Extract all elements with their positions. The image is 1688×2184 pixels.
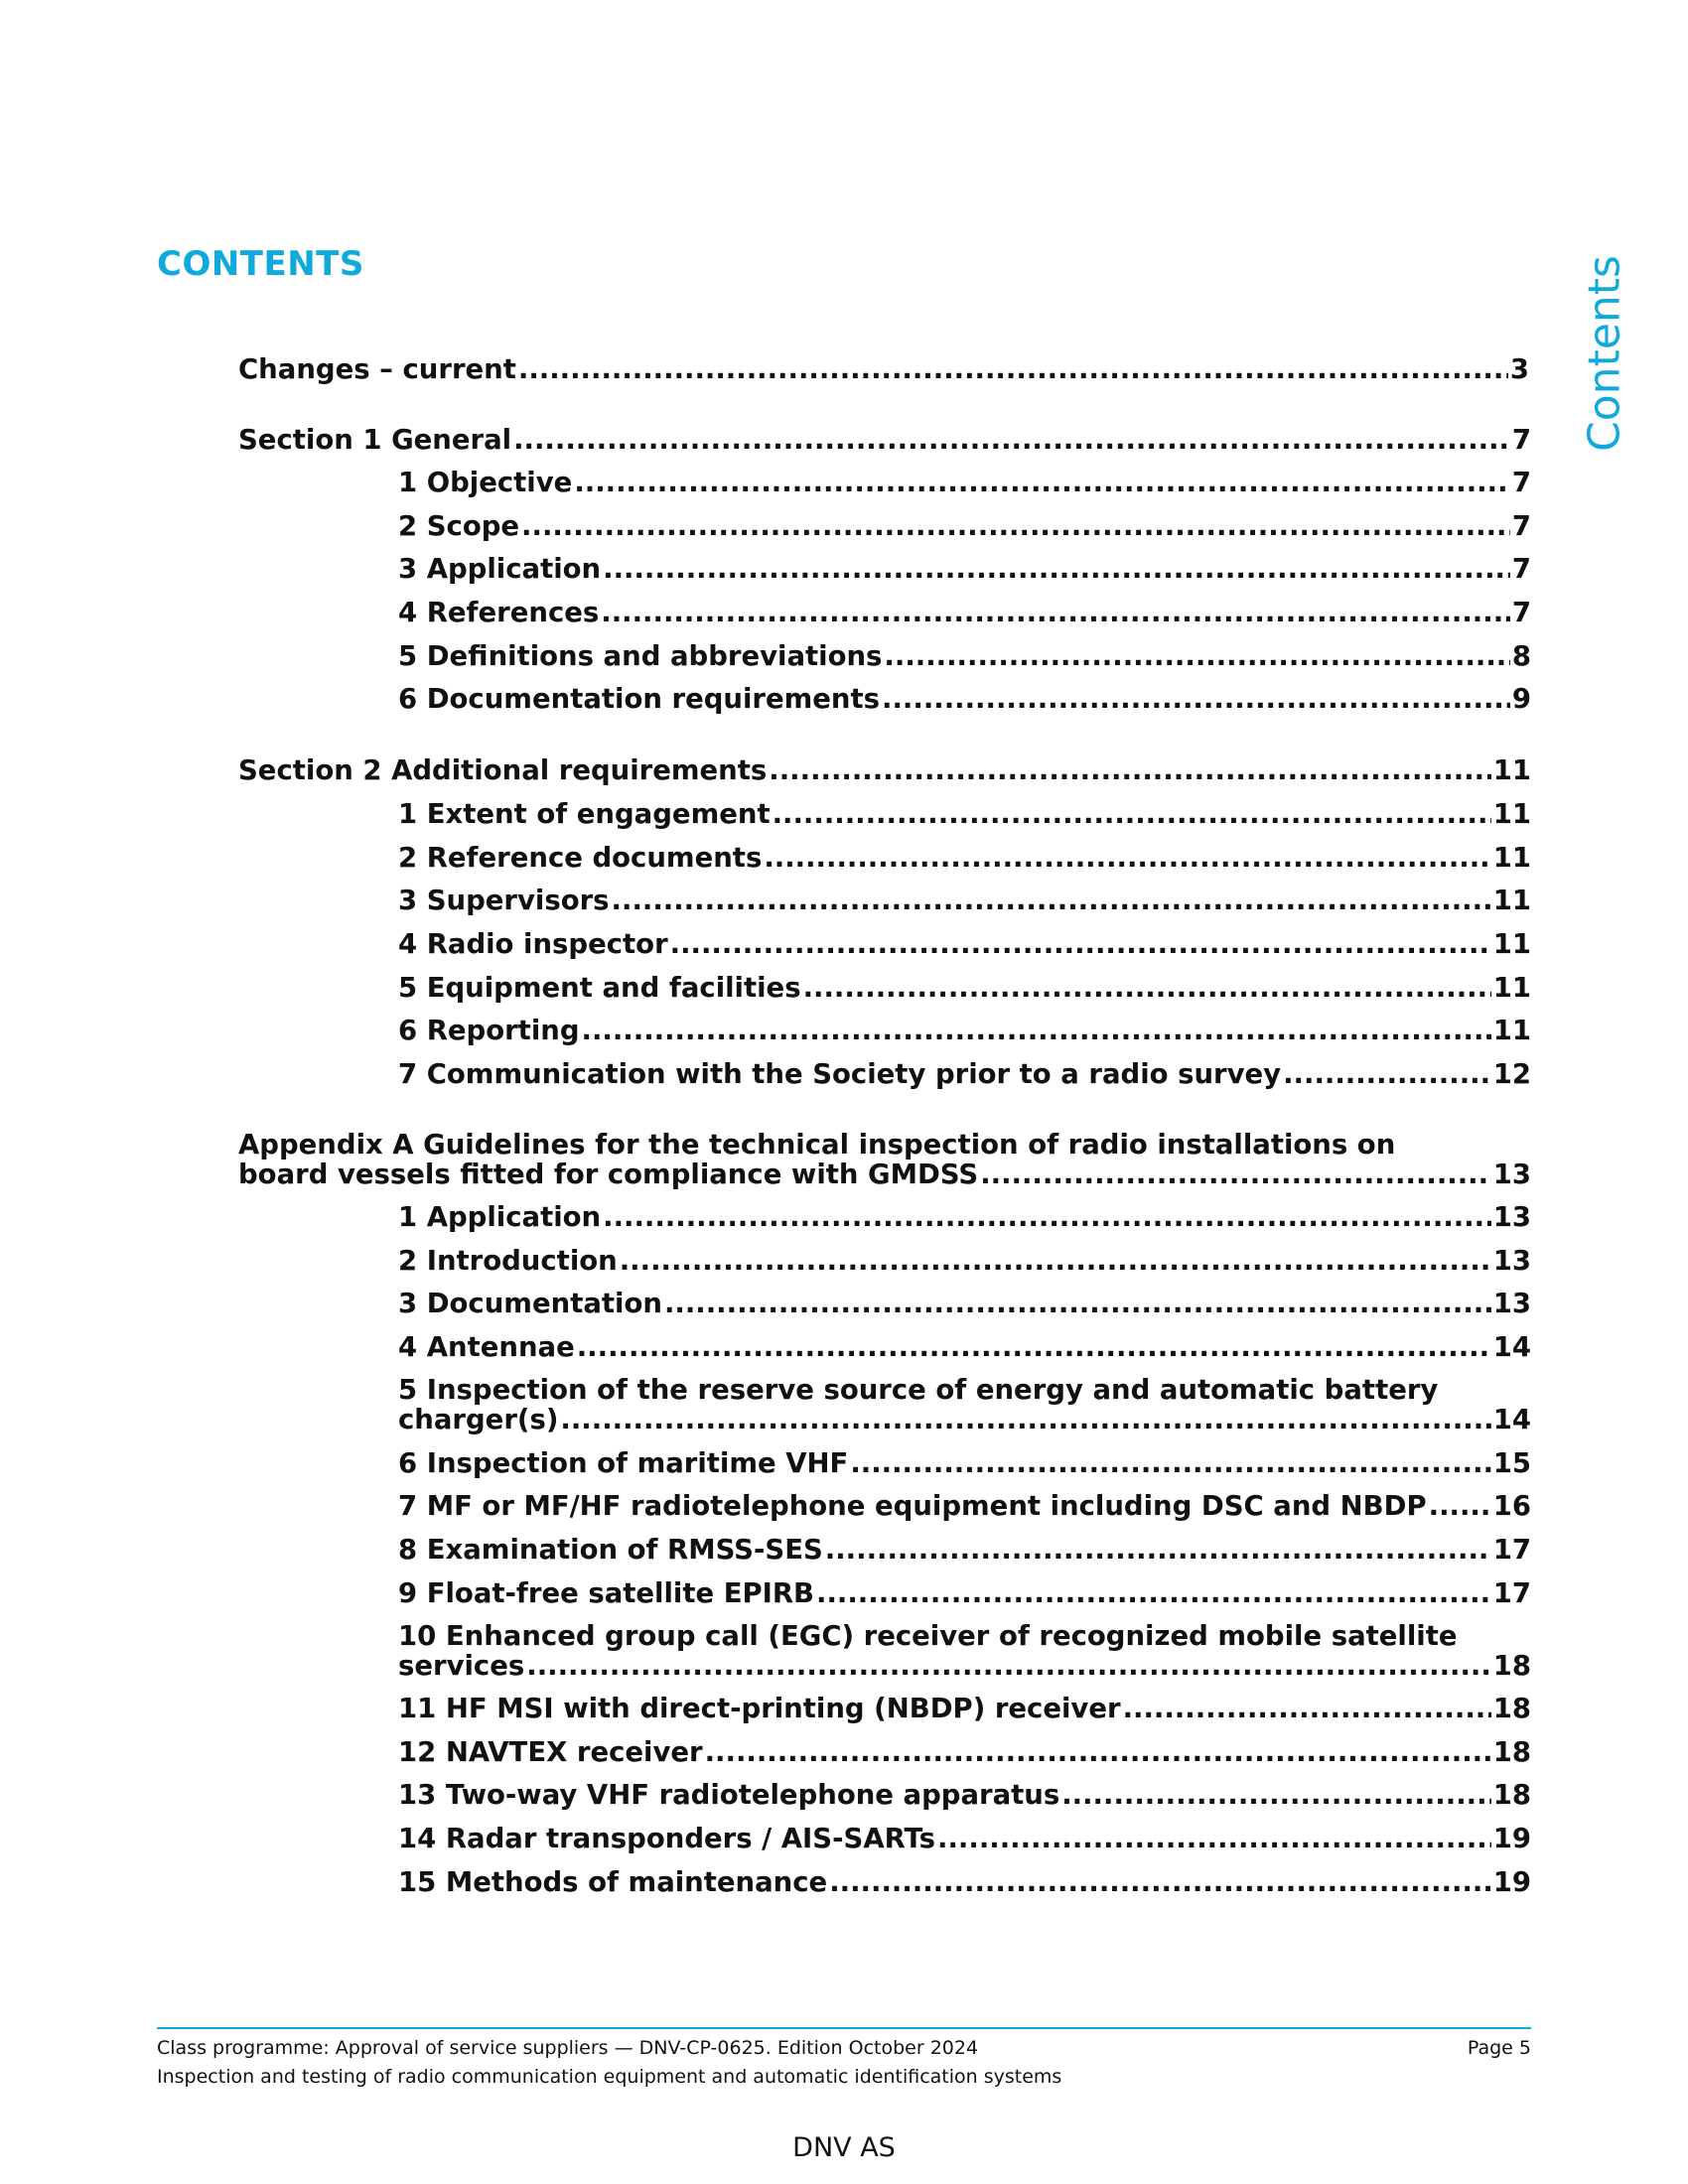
toc-entry[interactable] — [398, 929, 1531, 959]
toc-entry-page: 14 — [1492, 1331, 1531, 1363]
toc-entry[interactable] — [398, 799, 1531, 829]
toc-entry-page: 17 — [1492, 1534, 1531, 1566]
toc-entry-page: 18 — [1492, 1650, 1531, 1682]
toc-entry-page: 13 — [1492, 1159, 1531, 1190]
toc-entry-title: 6 Reporting — [398, 1015, 580, 1046]
toc-entry-page: 19 — [1492, 1823, 1531, 1854]
toc-entry-page: 11 — [1492, 972, 1531, 1004]
toc-entry-page: 18 — [1492, 1736, 1531, 1768]
toc-entry-title: 6 Documentation requirements — [398, 683, 881, 715]
toc-entry-page: 11 — [1492, 798, 1531, 830]
toc-entry-page: 7 — [1511, 597, 1531, 628]
toc-entry-page: 12 — [1492, 1058, 1531, 1090]
toc-entry-title: 13 Two-way VHF radiotelephone apparatus — [398, 1779, 1060, 1811]
toc-entry-page: 3 — [1509, 353, 1529, 385]
toc-entry[interactable] — [398, 1375, 1531, 1434]
footer-page-number: Page 5 — [1467, 2037, 1531, 2059]
toc-entry[interactable] — [398, 468, 1531, 497]
toc-entry-title-line1: 5 Inspection of the reserve source of energy and automatic battery — [398, 1374, 1439, 1406]
toc-entry-changes[interactable] — [238, 354, 1529, 384]
toc-entry-page: 13 — [1492, 1288, 1531, 1319]
toc-entry-page: 18 — [1492, 1693, 1531, 1724]
toc-entry[interactable] — [398, 973, 1531, 1003]
toc-entry-page: 11 — [1492, 928, 1531, 960]
toc-entry[interactable] — [398, 1059, 1531, 1089]
toc-entry-page: 15 — [1492, 1447, 1531, 1479]
toc-entry-page: 16 — [1492, 1490, 1531, 1522]
toc-entry[interactable] — [398, 1867, 1531, 1897]
toc-entry-page: 11 — [1492, 842, 1531, 874]
toc-entry-title: Section 2 Additional requirements — [238, 754, 768, 786]
toc-entry-title: 11 HF MSI with direct-printing (NBDP) receiver — [398, 1693, 1121, 1724]
toc-entry-page: 17 — [1492, 1577, 1531, 1609]
page-title: CONTENTS — [157, 244, 364, 284]
toc-entry-title: 2 Introduction — [398, 1245, 618, 1277]
toc-entry[interactable] — [398, 684, 1531, 714]
toc-entry[interactable] — [398, 1289, 1531, 1318]
toc-entry-title: 2 Reference documents — [398, 842, 763, 874]
toc-entry-title-line1: Appendix A Guidelines for the technical inspection of radio installations on — [238, 1129, 1396, 1160]
toc-entry-section-1[interactable] — [238, 425, 1531, 455]
toc-entry-title: 4 Antennae — [398, 1331, 575, 1363]
toc-entry[interactable] — [398, 1016, 1531, 1045]
toc-entry-title: 7 Communication with the Society prior to a radio survey — [398, 1058, 1282, 1090]
footer-divider — [157, 2027, 1531, 2029]
toc-entry-title: 14 Radar transponders / AIS-SARTs — [398, 1823, 936, 1854]
toc-entry[interactable] — [398, 886, 1531, 915]
toc-entry-title: 5 Definitions and abbreviations — [398, 640, 883, 672]
toc-entry-title: 9 Float-free satellite EPIRB — [398, 1577, 815, 1609]
toc-entry-page: 14 — [1492, 1404, 1531, 1435]
toc-entry-title: 15 Methods of maintenance — [398, 1866, 828, 1898]
toc-entry[interactable] — [398, 554, 1531, 584]
toc-entry-page: 11 — [1492, 885, 1531, 916]
toc-entry-title: 4 Radio inspector — [398, 928, 668, 960]
footer-document-subtitle: Inspection and testing of radio communication equipment and automatic identification systems — [157, 2066, 1062, 2088]
toc-entry-appendix-a[interactable] — [238, 1130, 1531, 1189]
toc-entry-title: 7 MF or MF/HF radiotelephone equipment including DSC and NBDP — [398, 1490, 1427, 1522]
toc-entry[interactable] — [398, 1448, 1531, 1478]
toc-entry[interactable] — [398, 1246, 1531, 1276]
toc-entry-title: 3 Documentation — [398, 1288, 662, 1319]
toc-entry[interactable] — [398, 1578, 1531, 1608]
toc-entry-title: 5 Equipment and facilities — [398, 972, 801, 1004]
toc-entry-title: 4 References — [398, 597, 600, 628]
toc-entry-title: 8 Examination of RMSS-SES — [398, 1534, 823, 1566]
toc-entry[interactable] — [398, 1621, 1531, 1681]
toc-entry-page: 9 — [1511, 683, 1531, 715]
side-tab-label: Contents — [1579, 255, 1630, 452]
toc-entry[interactable] — [398, 1202, 1531, 1232]
toc-entry-title: board vessels fitted for compliance with GMDSS — [238, 1159, 979, 1190]
toc-entry-title: 3 Supervisors — [398, 885, 610, 916]
toc-entry-page: 7 — [1511, 467, 1531, 498]
toc-entry-title: services — [398, 1650, 525, 1682]
toc-entry[interactable] — [398, 641, 1531, 671]
toc-entry[interactable] — [398, 1780, 1531, 1810]
toc-entry[interactable] — [398, 1694, 1531, 1723]
toc-entry-page: 19 — [1492, 1866, 1531, 1898]
toc-entry-title: charger(s) — [398, 1404, 559, 1435]
toc-entry-page: 13 — [1492, 1201, 1531, 1233]
toc-entry-title: 6 Inspection of maritime VHF — [398, 1447, 849, 1479]
toc-entry[interactable] — [398, 1332, 1531, 1362]
company-name: DNV AS — [792, 2132, 896, 2163]
toc-entry-title: 12 NAVTEX receiver — [398, 1736, 703, 1768]
toc-entry-page: 18 — [1492, 1779, 1531, 1811]
toc-entry-title: 1 Objective — [398, 467, 573, 498]
toc-entry-title: Changes – current — [238, 353, 516, 385]
toc-entry-page: 11 — [1492, 754, 1531, 786]
toc-entry-title: 2 Scope — [398, 510, 520, 542]
toc-entry-page: 7 — [1511, 424, 1531, 456]
toc-entry-page: 11 — [1492, 1015, 1531, 1046]
toc-entry-page: 7 — [1511, 553, 1531, 585]
toc-entry-section-2[interactable] — [238, 755, 1531, 785]
toc-entry[interactable] — [398, 1535, 1531, 1565]
toc-entry-page: 8 — [1511, 640, 1531, 672]
toc-entry-title: 1 Extent of engagement — [398, 798, 771, 830]
toc-entry-title-line1: 10 Enhanced group call (EGC) receiver of recognized mobile satellite — [398, 1620, 1458, 1652]
toc-entry-title: Section 1 General — [238, 424, 512, 456]
toc-entry[interactable] — [398, 1737, 1531, 1767]
toc-entry-page: 7 — [1511, 510, 1531, 542]
toc-entry-page: 13 — [1492, 1245, 1531, 1277]
footer-document-title: Class programme: Approval of service suppliers — DNV-CP-0625. Edition October 2024 — [157, 2037, 979, 2059]
toc-entry-title: 1 Application — [398, 1201, 602, 1233]
toc-entry[interactable] — [398, 511, 1531, 541]
toc-entry[interactable] — [398, 843, 1531, 873]
toc-entry[interactable] — [398, 598, 1531, 627]
toc-entry-title: 3 Application — [398, 553, 602, 585]
toc-entry[interactable] — [398, 1491, 1531, 1521]
toc-entry[interactable] — [398, 1824, 1531, 1853]
